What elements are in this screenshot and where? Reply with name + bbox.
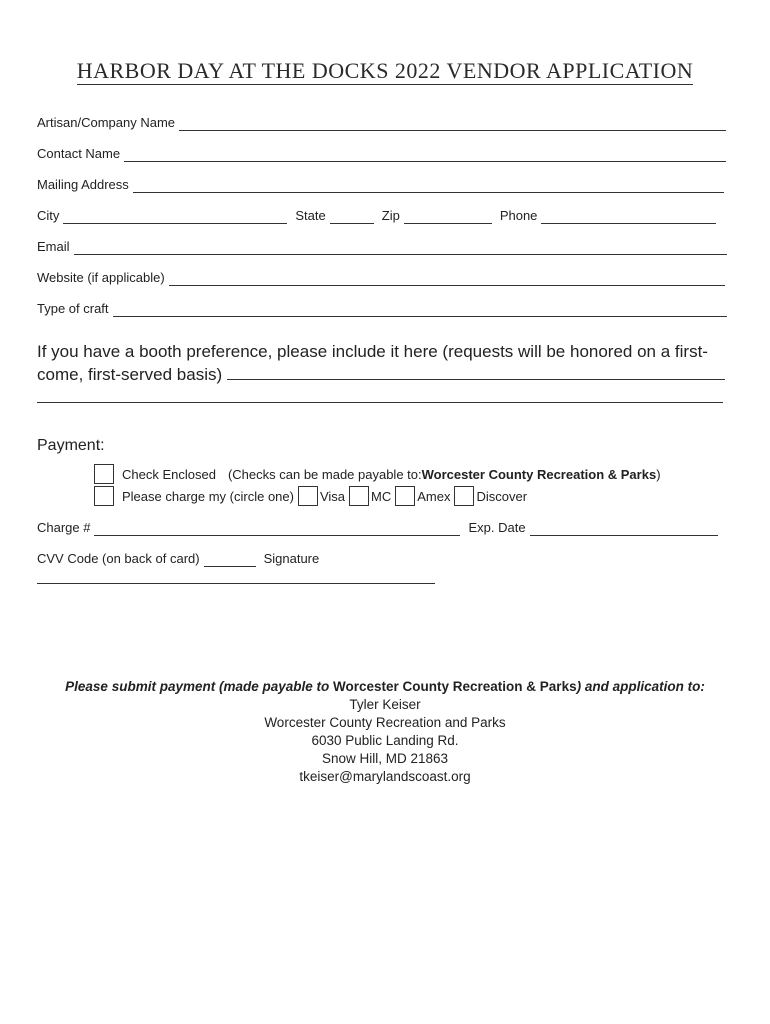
contact-field[interactable]	[124, 147, 726, 162]
exp-date-field[interactable]	[530, 521, 718, 536]
contact-row	[37, 144, 726, 162]
submit-payee: Worcester County Recreation & Parks	[333, 679, 577, 694]
submit-instructions	[0, 678, 770, 786]
city-field[interactable]	[63, 209, 287, 224]
email-row	[37, 237, 727, 255]
address-email: tkeiser@marylandscoast.org	[299, 769, 471, 784]
check-row	[94, 463, 661, 485]
charge-row	[94, 485, 527, 507]
artisan-label: Artisan/Company Name	[37, 115, 175, 130]
phone-field[interactable]	[541, 209, 716, 224]
check-label: Check Enclosed	[122, 466, 216, 482]
amex-checkbox[interactable]	[395, 486, 415, 506]
address-name: Tyler Keiser	[349, 697, 421, 712]
cvv-row	[37, 549, 457, 567]
contact-label: Contact Name	[37, 146, 121, 161]
cvv-field[interactable]	[204, 552, 256, 567]
mailing-row	[37, 175, 724, 193]
submit-note-prefix: Please submit payment (made payable to	[65, 679, 333, 694]
check-note-suffix: )	[656, 466, 661, 482]
craft-row	[37, 299, 727, 317]
address-org: Worcester County Recreation and Parks	[264, 715, 506, 730]
booth-preference	[37, 340, 727, 386]
email-label: Email	[37, 239, 70, 254]
exp-date-label: Exp. Date	[468, 520, 526, 535]
signature-label: Signature	[263, 551, 320, 566]
visa-checkbox[interactable]	[298, 486, 318, 506]
booth-text: If you have a booth preference, please include it here (requests will be honored on a first-come, first-served basis)	[37, 342, 708, 384]
artisan-row	[37, 113, 726, 131]
page-title	[0, 58, 770, 84]
payment-heading: Payment:	[37, 437, 105, 454]
website-row	[37, 268, 725, 286]
craft-label: Type of craft	[37, 301, 109, 316]
mc-label: MC	[371, 488, 392, 504]
check-note-prefix: (Checks can be made payable to:	[227, 466, 422, 482]
charge-card-checkbox[interactable]	[94, 486, 114, 506]
charge-number-field[interactable]	[94, 521, 460, 536]
booth-field-line-2[interactable]	[37, 402, 723, 403]
charge-number-label: Charge #	[37, 520, 91, 535]
phone-label: Phone	[499, 208, 538, 223]
page-title-text: HARBOR DAY AT THE DOCKS 2022 VENDOR APPLICATION	[76, 58, 694, 83]
website-field[interactable]	[169, 271, 725, 286]
discover-checkbox[interactable]	[454, 486, 474, 506]
check-payee: Worcester County Recreation & Parks	[421, 466, 657, 482]
visa-label: Visa	[319, 488, 346, 504]
craft-field[interactable]	[113, 302, 727, 317]
state-label: State	[295, 208, 326, 223]
city-label: City	[37, 208, 60, 223]
state-field[interactable]	[330, 209, 374, 224]
address-city: Snow Hill, MD 21863	[321, 751, 449, 766]
zip-label: Zip	[381, 208, 400, 223]
amex-label: Amex	[417, 488, 451, 504]
booth-field[interactable]	[227, 363, 725, 380]
mailing-field[interactable]	[133, 178, 724, 193]
email-field[interactable]	[74, 240, 727, 255]
city-row	[37, 206, 716, 224]
address-street: 6030 Public Landing Rd.	[311, 733, 459, 748]
charge-label: Please charge my (circle one)	[122, 488, 294, 504]
zip-field[interactable]	[404, 209, 492, 224]
submit-note-suffix: ) and application to:	[576, 679, 705, 694]
mc-checkbox[interactable]	[349, 486, 369, 506]
artisan-field[interactable]	[179, 116, 726, 131]
website-label: Website (if applicable)	[37, 270, 165, 285]
discover-label: Discover	[476, 488, 528, 504]
signature-field[interactable]	[37, 583, 435, 584]
cvv-label: CVV Code (on back of card)	[37, 551, 200, 566]
mailing-label: Mailing Address	[37, 177, 129, 192]
submit-note	[0, 678, 770, 696]
check-enclosed-checkbox[interactable]	[94, 464, 114, 484]
charge-number-row	[37, 518, 718, 536]
